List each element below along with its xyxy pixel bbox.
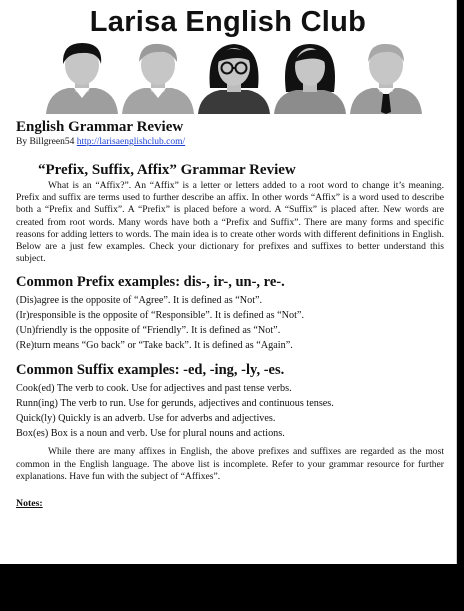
suffix-example: Cook(ed) The verb to cook. Use for adjectives and past tense verbs. xyxy=(16,383,292,395)
prefix-example: (Un)friendly is the opposite of “Friendly”. It is defined as “Not”. xyxy=(16,325,281,337)
suffix-heading: Common Suffix examples: -ed, -ing, -ly, -es. xyxy=(16,362,285,379)
person-avatar-2 xyxy=(120,40,196,114)
prefix-heading: Common Prefix examples: dis-, ir-, un-, re-. xyxy=(16,274,285,291)
review-title: English Grammar Review xyxy=(16,119,184,135)
byline xyxy=(16,137,444,148)
suffix-example: Box(es) Box is a noun and verb. Use for plural nouns and actions. xyxy=(16,428,285,440)
byline-author: By Billgreen54 xyxy=(16,137,75,147)
article xyxy=(16,119,444,509)
prefix-example: (Dis)agree is the opposite of “Agree”. It is defined as “Not”. xyxy=(16,295,263,307)
prefix-example: (Ir)responsible is the opposite of “Responsible”. It is defined as “Not”. xyxy=(16,310,305,322)
suffix-example: Runn(ing) The verb to run. Use for gerunds, adjectives and continuous tenses. xyxy=(16,398,334,410)
notes-label: Notes: xyxy=(16,498,43,510)
main-heading: “Prefix, Suffix, Affix” Grammar Review xyxy=(38,162,296,178)
person-avatar-3 xyxy=(196,40,272,114)
prefix-example: (Re)turn means “Go back” or “Take back”. It is defined as “Again”. xyxy=(16,340,293,352)
intro-paragraph: What is an “Affix?”. An “Affix” is a letter or letters added to a root word to change it’s meaning. Prefix and suffix are terms used to further describe an affix. In other words “Affix” is a word used to describe both a “Prefix and Suffix”. A “Prefix” is placed before a word. A “Suffix” is placed after. New words are created from root words. Many words have both a “Prefix and Suffix”. There are many forms and specific reasons for adding letters to words. The main idea is to create other words with different definitions in English. Below are a just few examples. Check your dictionary for prefixes and suffixes to better understand this subject. xyxy=(16,180,444,265)
person-avatar-5 xyxy=(348,40,424,114)
suffix-example: Quick(ly) Quickly is an adverb. Use for adverbs and adjectives. xyxy=(16,413,276,425)
avatar-row xyxy=(44,40,424,114)
person-avatar-4 xyxy=(272,40,348,114)
closing-paragraph: While there are many affixes in English, the above prefixes and suffixes are regarded as the most common in the English language. The above list is incomplete. Refer to your grammar resource for further explanations. Have fun with the subject of “Affixes”. xyxy=(16,446,444,482)
club-website-link[interactable]: http://larisaenglishclub.com/ xyxy=(76,137,186,147)
person-avatar-1 xyxy=(44,40,120,114)
club-title: Larisa English Club xyxy=(89,6,367,38)
